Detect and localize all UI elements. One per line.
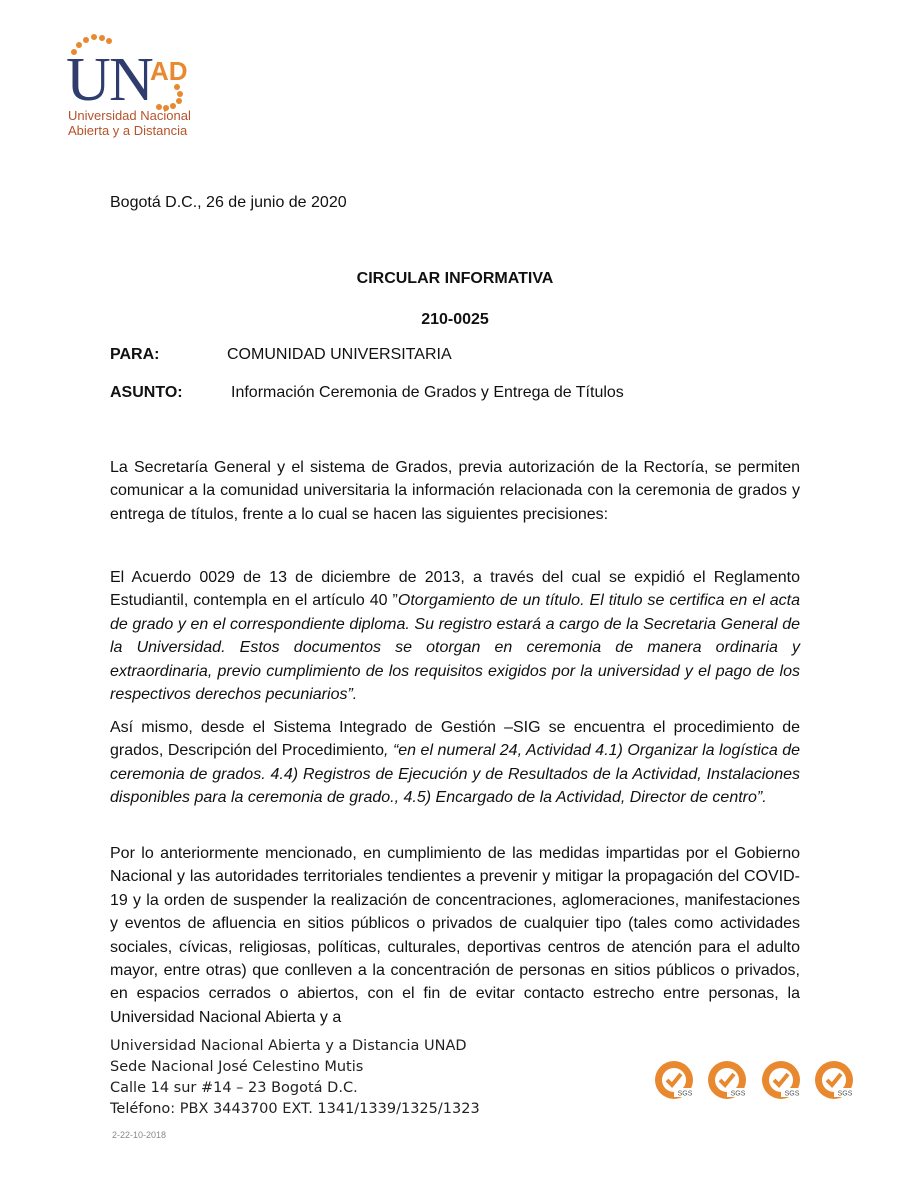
sgs-certification-seal-icon [703, 1058, 751, 1116]
footer-line-4: Teléfono: PBX 3443700 EXT. 1341/1339/1325/1323 [110, 1101, 480, 1117]
paragraph-3 [110, 716, 800, 810]
logo-line-2: Abierta y a Distancia [68, 123, 188, 138]
svg-text:SGS: SGS [784, 1090, 800, 1098]
footer-address [110, 1036, 480, 1120]
footer-line-1: Universidad Nacional Abierta y a Distancia UNAD [110, 1038, 467, 1054]
paragraph-4: Por lo anteriormente mencionado, en cumplimiento de las medidas impartidas por el Gobierno Nacional y las autoridades territoriales tendientes a prevenir y mitigar la propagación del COVID-19 y la orden de suspender la realización de concentraciones, aglomeraciones, manifestaciones y eventos de afluencia en sitios públicos o privados de cualquier tipo (tales como actividades sociales, cívicas, religiosas, políticas, culturales, deportivas centros de atención para el adulto mayor, entre otras) que conlleven a la concentración de personas en sitios públicos o privados, en espacios cerrados o abiertos, con el fin de evitar contacto estrecho entre personas, la Universidad Nacional Abierta y a [110, 845, 800, 1026]
sgs-certification-seal-icon [650, 1058, 698, 1116]
asunto-value: Información Ceremonia de Grados y Entrega de Títulos [231, 384, 624, 401]
svg-text:U: U [66, 46, 111, 114]
sgs-certification-seal-icon [810, 1058, 858, 1116]
paragraph-1: La Secretaría General y el sistema de Grados, previa autorización de la Rectoría, se permiten comunicar a la comunidad universitaria la información relacionada con la ceremonia de grados y entrega de títulos, frente a lo cual se hacen las siguientes precisiones: [110, 459, 800, 523]
document-id: 2-22-10-2018 [112, 1130, 167, 1140]
paragraph-3-intro: Así mismo, desde el Sistema Integrado de Gestión –SIG se encuentra el procedimiento de grados, Descripción del Procedimiento [110, 719, 800, 760]
paragraph-3-quote: , “en el numeral 24, Actividad 4.1) Organizar la logística de ceremonia de grados. 4.4) Registros de Ejecución y de Resultados de la Actividad, Instalaciones disponibles para la ceremonia de grado., 4.5) Encargado de la Actividad, Director de centro”. [110, 742, 800, 807]
svg-text:N: N [109, 46, 154, 114]
logo-acronym-ad: AD [150, 56, 188, 86]
asunto-label: ASUNTO: [110, 384, 183, 401]
paragraph-2-quote: Otorgamiento de un título. El titulo se certifica en el acta de grado y en el correspondiente diploma. Su registro estará a cargo de la Secretaria General de la Universidad. Estos documentos se otorgan en ceremonia de manera ordinaria y extraordinaria, previo cumplimiento de los requisitos exigidos por la universidad y el pago de los respectivos derechos pecuniarios”. [110, 592, 801, 704]
document-number: 210-0025 [421, 311, 489, 328]
paragraph-2 [110, 566, 800, 706]
svg-text:SGS: SGS [677, 1090, 693, 1098]
document-date: Bogotá D.C., 26 de junio de 2020 [110, 194, 347, 211]
svg-text:SGS: SGS [730, 1090, 746, 1098]
logo-line-1: Universidad Nacional [68, 108, 191, 123]
paragraph-2-intro: El Acuerdo 0029 de 13 de diciembre de 2013, a través del cual se expidió el Reglamento Estudiantil, contempla en el artículo 40 ” [110, 569, 800, 610]
document-title: CIRCULAR INFORMATIVA [356, 270, 554, 287]
para-label: PARA: [110, 346, 160, 363]
footer-line-3: Calle 14 sur #14 – 23 Bogotá D.C. [110, 1080, 358, 1096]
footer-line-2: Sede Nacional José Celestino Mutis [110, 1059, 364, 1075]
svg-text:SGS: SGS [837, 1090, 853, 1098]
sgs-certification-seal-icon [757, 1058, 805, 1116]
para-value: COMUNIDAD UNIVERSITARIA [227, 346, 452, 363]
